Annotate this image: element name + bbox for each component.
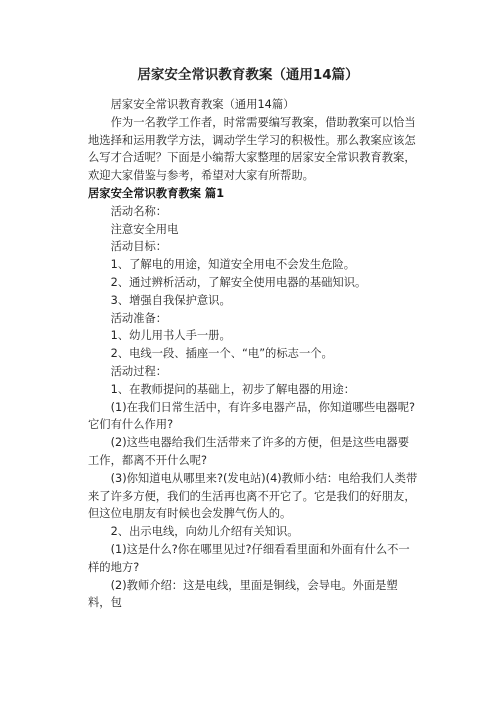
document-body — [88, 96, 418, 612]
process-question: (2)教师介绍：这是电线，里面是铜线，会导电。外面是塑料，包 — [88, 578, 398, 610]
goal-item: 1、了解电的用途，知道安全用电不会发生危险。 — [110, 258, 356, 272]
intro-paragraph: 作为一名教学工作者，时常需要编写教案，借助教案可以恰当地选择和运用教学方法，调动学生学习的积极性。那么教案应该怎么写才合适呢？下面是小编帮大家整理的居家安全常识教育教案，欢迎大家借鉴与参考，希望对大家有所帮助。 — [88, 115, 416, 183]
section-heading: 居家安全常识教育教案 篇1 — [88, 186, 225, 200]
activity-goals-label: 活动目标： — [110, 240, 168, 254]
subtitle-paragraph: 居家安全常识教育教案（通用14篇） — [110, 98, 295, 111]
process-question: (2)这些电器给我们生活带来了许多的方便，但是这些电器要工作，都离不开什么呢? — [88, 436, 410, 467]
activity-prep-label: 活动准备： — [110, 311, 168, 325]
activity-name-value: 注意安全用电 — [110, 222, 179, 236]
process-question: (1)在我们日常生活中，有许多电器产品，你知道哪些电器呢?它们有什么作用? — [88, 400, 416, 432]
goal-item: 2、通过辨析活动，了解安全使用电器的基础知识。 — [110, 275, 367, 289]
process-step: 2、出示电线，向幼儿介绍有关知识。 — [110, 525, 299, 539]
goal-item: 3、增强自我保护意识。 — [110, 293, 231, 307]
activity-name-label: 活动名称： — [110, 204, 168, 218]
process-question: (1)这是什么?你在哪里见过?仔细看看里面和外面有什么不一样的地方? — [88, 542, 410, 574]
process-step: 1、在教师提问的基础上，初步了解电器的用途： — [110, 382, 356, 396]
prep-item: 2、电线一段、插座一个、“电”的标志一个。 — [110, 347, 333, 361]
document-title: 居家安全常识教育教案（通用14篇） — [137, 67, 359, 83]
activity-process-label: 活动过程： — [110, 364, 168, 378]
process-question: (3)你知道电从哪里来?(发电站)(4)教师小结：电给我们人类带来了许多方便，我们的生活再也离不开它了。它是我们的好朋友，但这位电朋友有时候也会发脾气伤人的。 — [88, 471, 418, 521]
prep-item: 1、幼儿用书人手一册。 — [110, 329, 231, 343]
